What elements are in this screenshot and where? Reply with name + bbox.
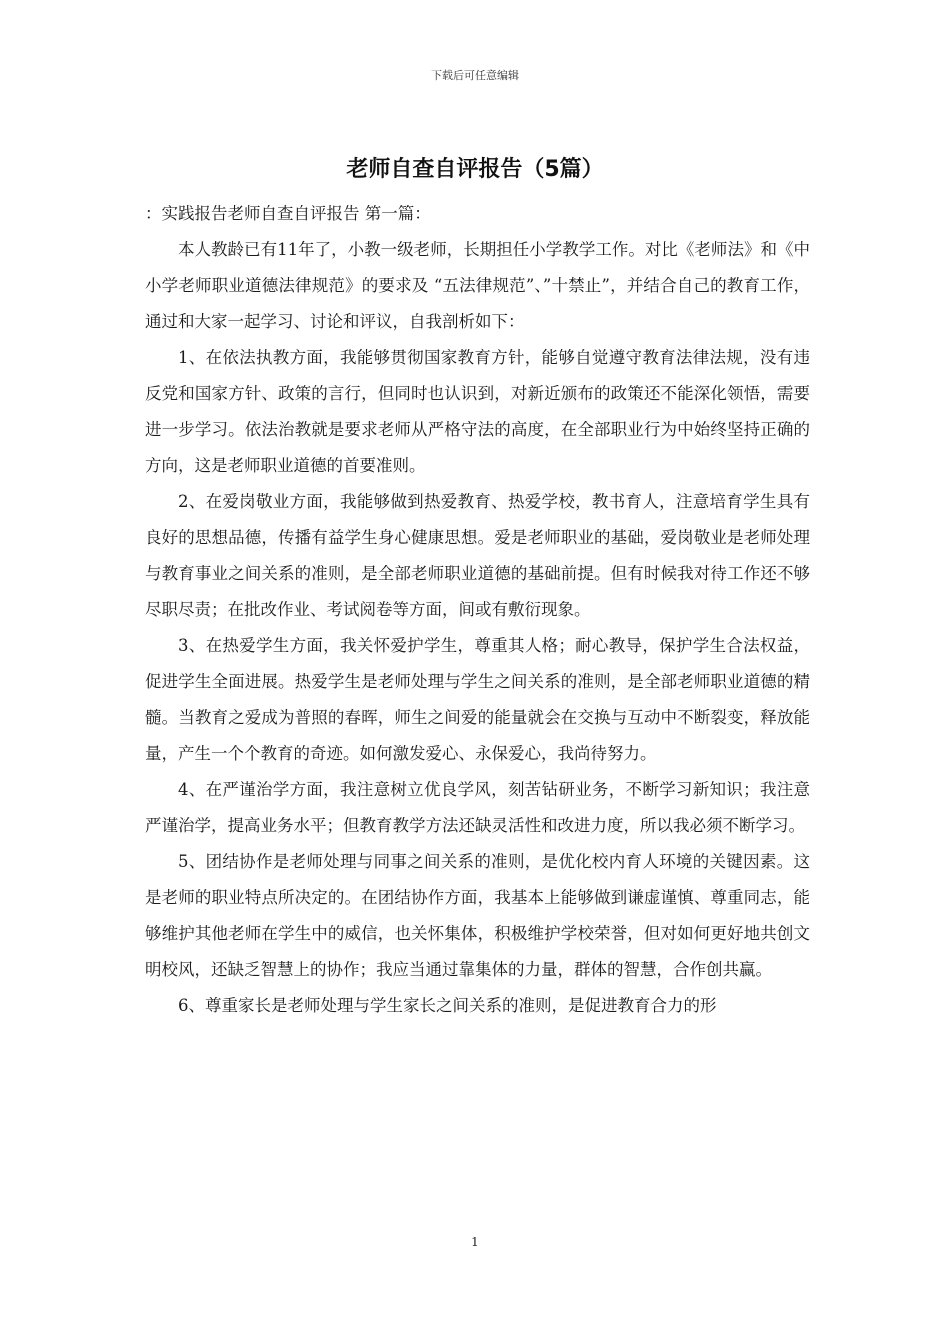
header-note: 下载后可任意编辑	[431, 69, 519, 82]
intro-line: ：实践报告老师自查自评报告 第一篇：	[145, 204, 431, 223]
paragraph-item-2: 2、在爱岗敬业方面，我能够做到热爱教育、热爱学校，教书育人，注意培育学生具有良好的思想品德，传播有益学生身心健康思想。爱是老师职业的基础，爱岗敬业是老师处理与教育事业之间关系的准则，是全部老师职业道德的基础前提。但有时候我对待工作还不够尽职尽责；在批改作业、考试阅卷等方面，间或有敷衍现象。	[145, 492, 810, 619]
paragraph-item-1: 1、在依法执教方面，我能够贯彻国家教育方针，能够自觉遵守教育法律法规，没有违反党和国家方针、政策的言行，但同时也认识到，对新近颁布的政策还不能深化领悟，需要进一步学习。依法治教就是要求老师从严格守法的高度，在全部职业行为中始终坚持正确的方向，这是老师职业道德的首要准则。	[145, 348, 810, 475]
paragraph-item-3: 3、在热爱学生方面，我关怀爱护学生，尊重其人格；耐心教导，保护学生合法权益，促进学生全面进展。热爱学生是老师处理与学生之间关系的准则，是全部老师职业道德的精髓。当教育之爱成为普照的春晖，师生之间爱的能量就会在交换与互动中不断裂变，释放能量，产生一个个教育的奇迹。如何激发爱心、永保爱心，我尚待努力。	[145, 636, 810, 763]
document-title: 老师自查自评报告（5篇）	[346, 157, 604, 182]
page-number: 1	[471, 1235, 479, 1249]
paragraph-item-6: 6、尊重家长是老师处理与学生家长之间关系的准则，是促进教育合力的形	[178, 996, 717, 1015]
document-body	[145, 196, 810, 1024]
paragraph-item-4: 4、在严谨治学方面，我注意树立优良学风，刻苦钻研业务，不断学习新知识；我注意严谨治学，提高业务水平；但教育教学方法还缺灵活性和改进力度，所以我必须不断学习。	[145, 780, 810, 835]
paragraph-intro: 本人教龄已有11年了，小教一级老师，长期担任小学教学工作。对比《老师法》和《中小学老师职业道德法律规范》的要求及 “五法律规范”、”十禁止”，并结合自己的教育工作，通过和大家一起学习、讨论和评议，自我剖析如下：	[145, 240, 810, 331]
paragraph-item-5: 5、团结协作是老师处理与同事之间关系的准则，是优化校内育人环境的关键因素。这是老师的职业特点所决定的。在团结协作方面，我基本上能够做到谦虚谨慎、尊重同志，能够维护其他老师在学生中的威信，也关怀集体，积极维护学校荣誉，但对如何更好地共创文明校风，还缺乏智慧上的协作；我应当通过靠集体的力量，群体的智慧，合作创共赢。	[145, 852, 810, 979]
